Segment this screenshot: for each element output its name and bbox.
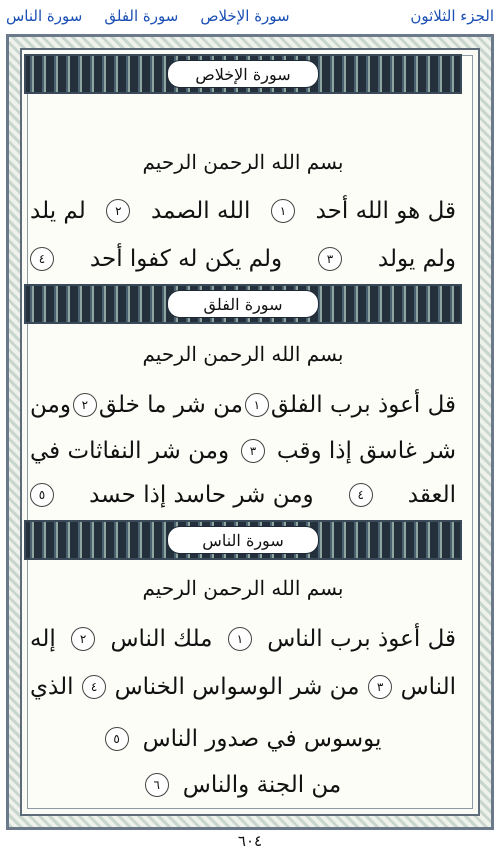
ayah-text: من شر الوسواس الخناس bbox=[114, 674, 360, 700]
ayah-number-marker: ٢ bbox=[106, 199, 130, 223]
ayah-number-marker: ٣ bbox=[318, 247, 342, 271]
ayah-line bbox=[30, 244, 456, 274]
ayah-number-marker: ٥ bbox=[105, 727, 129, 751]
ayah-text: ولم يولد bbox=[377, 246, 456, 272]
surah-banner-ikhlas bbox=[24, 54, 462, 94]
ayah-number-marker: ٦ bbox=[145, 773, 169, 797]
ayah-number-marker: ٤ bbox=[82, 675, 106, 699]
ayah-number-marker: ١ bbox=[245, 393, 269, 417]
ayah-text: ومن bbox=[30, 392, 71, 418]
header-surah-nas[interactable]: سورة الناس bbox=[6, 7, 83, 25]
ayah-line bbox=[30, 724, 456, 754]
ayah-number-marker: ٣ bbox=[241, 439, 265, 463]
page-header bbox=[0, 0, 500, 32]
page-number: ٦٠٤ bbox=[237, 832, 263, 850]
ayah-text: الناس bbox=[400, 674, 456, 700]
surah-names bbox=[6, 7, 290, 25]
ayah-line bbox=[30, 624, 456, 654]
ayah-text: ولم يكن له كفوا أحد bbox=[89, 246, 283, 272]
ayah-number-marker: ٥ bbox=[30, 483, 54, 507]
ayah-text: قل أعوذ برب الفلق bbox=[270, 392, 456, 418]
ayah-text: يوسوس في صدور الناس bbox=[142, 726, 382, 752]
ayah-text: العقد bbox=[407, 482, 456, 508]
ayah-text: ومن شر النفاثات في bbox=[30, 438, 230, 464]
ayah-line bbox=[30, 196, 456, 226]
ayah-text: من شر ما خلق bbox=[98, 392, 243, 418]
ayah-text: الله الصمد bbox=[150, 198, 251, 224]
surah-title: سورة الفلق bbox=[167, 290, 319, 318]
basmala: بسم الله الرحمن الرحيم bbox=[142, 576, 344, 600]
ayah-text: قل أعوذ برب الناس bbox=[267, 626, 456, 652]
ayah-line bbox=[30, 770, 456, 800]
basmala: بسم الله الرحمن الرحيم bbox=[142, 342, 344, 366]
ayah-text: ملك الناس bbox=[110, 626, 213, 652]
ayah-number-marker: ٣ bbox=[368, 675, 392, 699]
ayah-line bbox=[30, 672, 456, 702]
juz-label: الجزء الثلاثون bbox=[410, 7, 494, 25]
ayah-line bbox=[30, 436, 456, 466]
surah-banner-falaq bbox=[24, 284, 462, 324]
ayah-text: لم يلد bbox=[30, 198, 86, 224]
ayah-number-marker: ٢ bbox=[73, 393, 97, 417]
ayah-text: إله bbox=[30, 626, 56, 652]
ayah-number-marker: ٢ bbox=[71, 627, 95, 651]
ayah-text: من الجنة والناس bbox=[182, 772, 342, 798]
ayah-number-marker: ٤ bbox=[30, 247, 54, 271]
ayah-number-marker: ١ bbox=[228, 627, 252, 651]
basmala: بسم الله الرحمن الرحيم bbox=[142, 150, 344, 174]
ayah-line bbox=[30, 480, 456, 510]
ayah-text: الذي bbox=[30, 674, 74, 700]
ayah-line bbox=[30, 390, 456, 420]
ayah-text: قل هو الله أحد bbox=[315, 198, 456, 224]
surah-banner-nas bbox=[24, 520, 462, 560]
ayah-number-marker: ٤ bbox=[349, 483, 373, 507]
surah-title: سورة الإخلاص bbox=[167, 60, 319, 88]
header-surah-ikhlas[interactable]: سورة الإخلاص bbox=[200, 7, 290, 25]
ayah-text: ومن شر حاسد إذا حسد bbox=[89, 482, 314, 508]
surah-title: سورة الناس bbox=[167, 526, 319, 554]
header-surah-falaq[interactable]: سورة الفلق bbox=[104, 7, 179, 25]
ayah-text: شر غاسق إذا وقب bbox=[276, 438, 456, 464]
ayah-number-marker: ١ bbox=[271, 199, 295, 223]
